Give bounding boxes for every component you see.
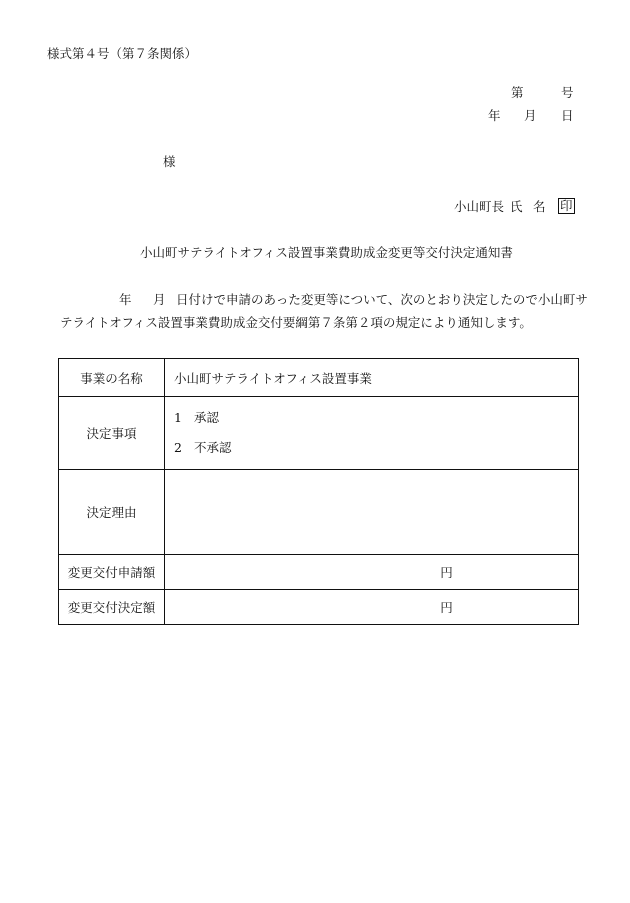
decided-amount-label: 変更交付決定額 — [59, 590, 165, 625]
decision-reason-value — [165, 470, 579, 555]
option-number: 2 — [174, 440, 182, 455]
body-month: 月 — [153, 292, 166, 307]
decision-option-approve — [174, 410, 578, 426]
decision-label: 決定事項 — [59, 397, 165, 470]
table-row — [59, 397, 579, 470]
doc-number-suffix: 号 — [561, 85, 574, 100]
table-row — [59, 359, 579, 397]
body-line-1: 日付けで申請のあった変更等について、次のとおり決定したので小山町サ — [176, 292, 588, 307]
option-text: 承認 — [194, 410, 220, 425]
body-year: 年 — [119, 292, 132, 307]
project-name-value: 小山町サテライトオフィス設置事業 — [165, 359, 579, 397]
applied-amount-value: 円 — [165, 555, 579, 590]
decided-amount-value: 円 — [165, 590, 579, 625]
sender-name-label-2: 名 — [533, 199, 546, 214]
table-row — [59, 470, 579, 555]
form-number: 様式第４号（第７条関係） — [47, 46, 198, 61]
project-name-label: 事業の名称 — [59, 359, 165, 397]
table-row — [59, 590, 579, 625]
seal-text: 印 — [560, 198, 573, 213]
date-year: 年 — [488, 108, 501, 123]
decision-reason-label: 決定理由 — [59, 470, 165, 555]
body-line-2: テライトオフィス設置事業費助成金交付要綱第７条第２項の規定により通知します。 — [60, 315, 532, 330]
seal-mark — [552, 198, 575, 214]
sender-name-label-1: 氏 — [510, 199, 523, 214]
table-row — [59, 555, 579, 590]
option-number: 1 — [174, 410, 182, 425]
document-title: 小山町サテライトオフィス設置事業費助成金変更等交付決定通知書 — [140, 245, 513, 260]
option-text: 不承認 — [194, 440, 232, 455]
date-day: 日 — [561, 108, 574, 123]
addressee-suffix: 様 — [163, 154, 176, 169]
applied-amount-label: 変更交付申請額 — [59, 555, 165, 590]
doc-number-prefix: 第 — [511, 85, 524, 100]
detail-table — [58, 358, 579, 625]
sender-title: 小山町長 — [454, 199, 505, 214]
decision-options — [165, 397, 579, 470]
date-month: 月 — [524, 108, 537, 123]
decision-option-reject — [174, 440, 578, 456]
